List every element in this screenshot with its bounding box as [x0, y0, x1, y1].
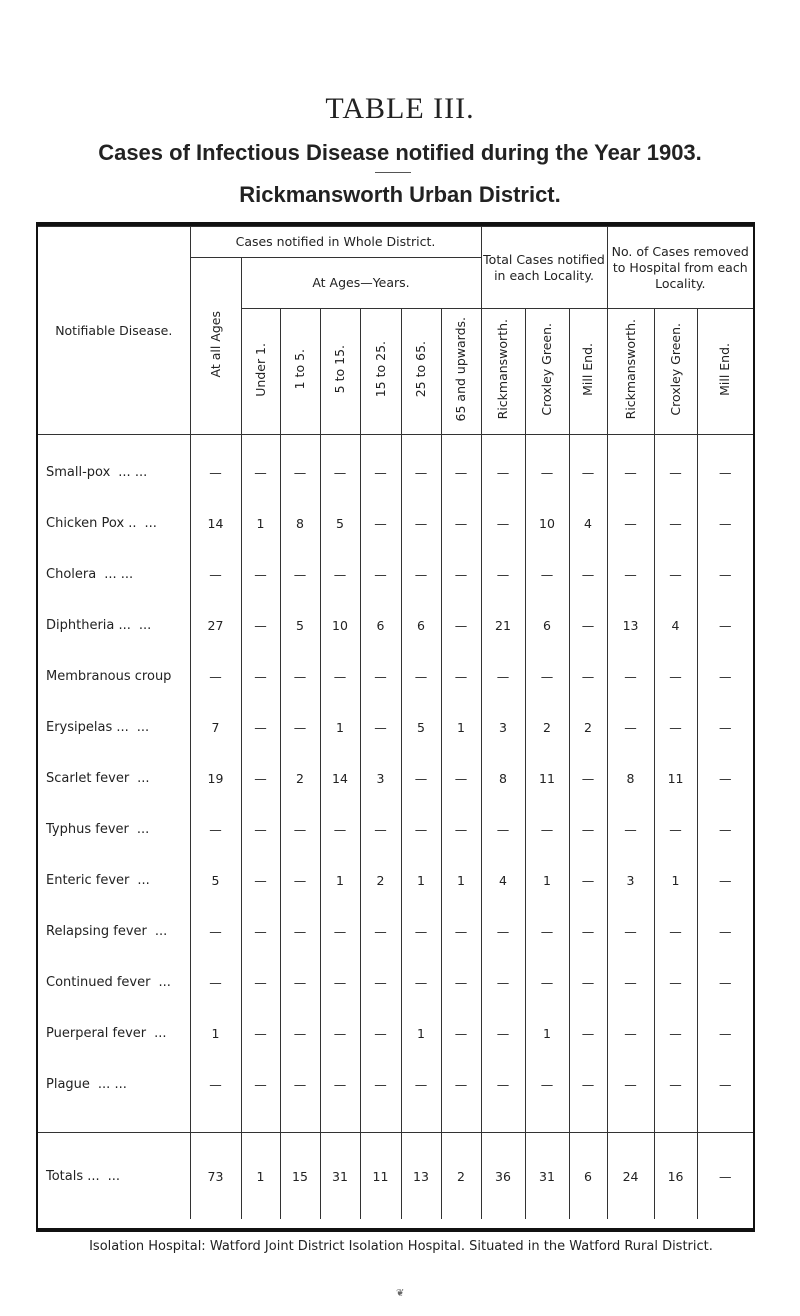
- table-cell: —: [654, 1008, 697, 1059]
- table-cell: —: [569, 1008, 607, 1059]
- table-cell: —: [481, 549, 525, 600]
- disease-name: Small-pox ... ...: [38, 435, 190, 499]
- table-cell: —: [280, 804, 320, 855]
- table-cell: —: [654, 549, 697, 600]
- table-cell: —: [697, 435, 753, 499]
- table-cell: —: [241, 1059, 280, 1110]
- stray-mark: ❦: [396, 1288, 405, 1299]
- table-cell: —: [481, 498, 525, 549]
- spacer-row: [38, 1110, 753, 1133]
- table-row: [38, 1059, 753, 1110]
- table-cell: —: [190, 804, 241, 855]
- table-cell: —: [280, 549, 320, 600]
- table-cell: —: [697, 549, 753, 600]
- table-cell: 2: [360, 855, 401, 906]
- table-cell: —: [241, 957, 280, 1008]
- table-cell: —: [654, 651, 697, 702]
- table-cell: 1: [654, 855, 697, 906]
- table-cell: —: [320, 957, 360, 1008]
- table-cell: —: [654, 498, 697, 549]
- table-cell: —: [697, 753, 753, 804]
- table-cell: 10: [320, 600, 360, 651]
- table-cell: 73: [190, 1133, 241, 1220]
- table-cell: —: [401, 651, 441, 702]
- disease-name: Chicken Pox .. ...: [38, 498, 190, 549]
- table-cell: —: [241, 702, 280, 753]
- table-cell: 1: [320, 702, 360, 753]
- table-cell: —: [360, 498, 401, 549]
- table-cell: —: [569, 651, 607, 702]
- table-cell: —: [441, 549, 481, 600]
- table-cell: —: [481, 1059, 525, 1110]
- table-cell: —: [607, 435, 654, 499]
- table-cell: 1: [441, 702, 481, 753]
- header-locality-col: Mill End.: [569, 309, 607, 435]
- table-cell: —: [190, 906, 241, 957]
- table-row: [38, 600, 753, 651]
- table-cell: —: [241, 600, 280, 651]
- table-row: [38, 804, 753, 855]
- table-cell: 36: [481, 1133, 525, 1220]
- header-locality-col: Rickmansworth.: [481, 309, 525, 435]
- header-whole-district: Cases notified in Whole District.: [190, 227, 481, 258]
- table-cell: —: [607, 549, 654, 600]
- table-cell: —: [241, 435, 280, 499]
- table-cell: 5: [280, 600, 320, 651]
- table-row: [38, 651, 753, 702]
- table-cell: —: [401, 957, 441, 1008]
- table-cell: —: [607, 957, 654, 1008]
- table-cell: —: [569, 435, 607, 499]
- header-disease: Notifiable Disease.: [38, 227, 190, 435]
- table-cell: —: [525, 957, 569, 1008]
- table-cell: —: [280, 957, 320, 1008]
- table-cell: —: [697, 1059, 753, 1110]
- table-cell: 1: [525, 1008, 569, 1059]
- table-cell: —: [569, 804, 607, 855]
- table-cell: 5: [320, 498, 360, 549]
- table-cell: —: [697, 702, 753, 753]
- table-title: TABLE III.: [325, 92, 475, 125]
- header-hospital: No. of Cases removed to Hospital from each Locality.: [607, 227, 753, 309]
- table-cell: —: [481, 651, 525, 702]
- table-cell: 14: [320, 753, 360, 804]
- table-cell: —: [320, 651, 360, 702]
- disease-table: [38, 226, 753, 1219]
- table-cell: —: [241, 1008, 280, 1059]
- table-cell: 4: [481, 855, 525, 906]
- table-cell: —: [441, 498, 481, 549]
- header-locality: Total Cases notified in each Locality.: [481, 227, 607, 309]
- table-cell: —: [481, 906, 525, 957]
- table-cell: —: [569, 753, 607, 804]
- table-row: [38, 753, 753, 804]
- table-cell: —: [441, 600, 481, 651]
- table-cell: 11: [360, 1133, 401, 1220]
- table-cell: 2: [441, 1133, 481, 1220]
- table-cell: 4: [654, 600, 697, 651]
- header-age-col: 5 to 15.: [320, 309, 360, 435]
- table-cell: —: [525, 1059, 569, 1110]
- header-age-col: 15 to 25.: [360, 309, 401, 435]
- table-cell: 15: [280, 1133, 320, 1220]
- table-cell: 3: [607, 855, 654, 906]
- table-cell: —: [607, 906, 654, 957]
- table-cell: 8: [280, 498, 320, 549]
- table-cell: —: [607, 804, 654, 855]
- table-cell: —: [401, 753, 441, 804]
- table-cell: —: [525, 651, 569, 702]
- table-cell: —: [280, 855, 320, 906]
- table-cell: —: [280, 906, 320, 957]
- disease-table-frame: [36, 222, 755, 1232]
- table-cell: —: [280, 702, 320, 753]
- header-hospital-col: Mill End.: [697, 309, 753, 435]
- table-cell: 19: [190, 753, 241, 804]
- table-cell: —: [569, 600, 607, 651]
- table-cell: —: [401, 435, 441, 499]
- table-row: [38, 906, 753, 957]
- header-age-col: Under 1.: [241, 309, 280, 435]
- table-cell: 11: [525, 753, 569, 804]
- footnote: Isolation Hospital: Watford Joint District Isolation Hospital. Situated in the Watford Rural District.: [89, 1239, 713, 1254]
- header-age-col: 1 to 5.: [280, 309, 320, 435]
- table-cell: —: [441, 906, 481, 957]
- table-subtitle: Cases of Infectious Disease notified during the Year 1903.: [98, 140, 702, 165]
- table-cell: 24: [607, 1133, 654, 1220]
- table-cell: —: [654, 957, 697, 1008]
- table-cell: —: [241, 804, 280, 855]
- table-cell: 6: [569, 1133, 607, 1220]
- table-cell: —: [654, 1059, 697, 1110]
- table-cell: —: [441, 1008, 481, 1059]
- table-cell: 3: [481, 702, 525, 753]
- table-cell: —: [697, 906, 753, 957]
- table-cell: —: [280, 1008, 320, 1059]
- table-cell: —: [241, 753, 280, 804]
- table-cell: —: [654, 804, 697, 855]
- table-cell: —: [525, 906, 569, 957]
- table-cell: —: [481, 435, 525, 499]
- disease-name: Continued fever ...: [38, 957, 190, 1008]
- header-hospital-col: Croxley Green.: [654, 309, 697, 435]
- table-cell: —: [320, 549, 360, 600]
- table-cell: 13: [401, 1133, 441, 1220]
- table-cell: —: [481, 1008, 525, 1059]
- table-cell: 3: [360, 753, 401, 804]
- table-cell: 6: [401, 600, 441, 651]
- disease-name: Membranous croup: [38, 651, 190, 702]
- table-cell: 1: [241, 498, 280, 549]
- disease-name: Erysipelas ... ...: [38, 702, 190, 753]
- table-cell: 31: [525, 1133, 569, 1220]
- table-cell: —: [569, 1059, 607, 1110]
- table-cell: 31: [320, 1133, 360, 1220]
- table-cell: —: [654, 906, 697, 957]
- table-cell: 2: [280, 753, 320, 804]
- table-row: [38, 855, 753, 906]
- table-cell: 16: [654, 1133, 697, 1220]
- header-age-col: 65 and upwards.: [441, 309, 481, 435]
- table-cell: —: [320, 1059, 360, 1110]
- table-cell: —: [360, 804, 401, 855]
- table-cell: —: [441, 957, 481, 1008]
- disease-name: Relapsing fever ...: [38, 906, 190, 957]
- table-cell: —: [241, 549, 280, 600]
- table-cell: —: [401, 804, 441, 855]
- disease-name: Typhus fever ...: [38, 804, 190, 855]
- disease-name: Scarlet fever ...: [38, 753, 190, 804]
- table-cell: —: [697, 651, 753, 702]
- header-hospital-col: Rickmansworth.: [607, 309, 654, 435]
- table-row: [38, 702, 753, 753]
- table-cell: —: [481, 957, 525, 1008]
- table-cell: —: [320, 435, 360, 499]
- header-age-col: 25 to 65.: [401, 309, 441, 435]
- table-cell: 1: [525, 855, 569, 906]
- disease-name: Plague ... ...: [38, 1059, 190, 1110]
- table-cell: —: [607, 702, 654, 753]
- table-row: [38, 957, 753, 1008]
- table-cell: —: [607, 1008, 654, 1059]
- disease-name: Enteric fever ...: [38, 855, 190, 906]
- table-cell: 27: [190, 600, 241, 651]
- table-cell: —: [697, 804, 753, 855]
- table-cell: 1: [401, 855, 441, 906]
- table-cell: —: [697, 957, 753, 1008]
- table-cell: —: [360, 1008, 401, 1059]
- table-cell: 1: [241, 1133, 280, 1220]
- table-cell: —: [401, 1059, 441, 1110]
- header-locality-col: Croxley Green.: [525, 309, 569, 435]
- table-cell: 1: [441, 855, 481, 906]
- table-cell: 10: [525, 498, 569, 549]
- table-cell: 8: [481, 753, 525, 804]
- table-cell: —: [320, 906, 360, 957]
- table-cell: —: [481, 804, 525, 855]
- table-cell: —: [441, 435, 481, 499]
- table-cell: —: [654, 435, 697, 499]
- table-cell: —: [697, 1133, 753, 1220]
- table-cell: 4: [569, 498, 607, 549]
- table-cell: —: [280, 651, 320, 702]
- table-row: [38, 435, 753, 499]
- table-cell: —: [241, 855, 280, 906]
- table-cell: 1: [401, 1008, 441, 1059]
- table-cell: —: [360, 651, 401, 702]
- table-cell: —: [360, 906, 401, 957]
- disease-name: Totals ... ...: [38, 1133, 190, 1220]
- table-cell: —: [569, 855, 607, 906]
- table-cell: —: [697, 498, 753, 549]
- table-cell: —: [190, 957, 241, 1008]
- table-cell: —: [360, 957, 401, 1008]
- table-cell: 11: [654, 753, 697, 804]
- table-cell: —: [401, 906, 441, 957]
- table-cell: —: [697, 1008, 753, 1059]
- table-cell: 8: [607, 753, 654, 804]
- table-cell: —: [280, 1059, 320, 1110]
- table-cell: 6: [360, 600, 401, 651]
- table-cell: 6: [525, 600, 569, 651]
- table-cell: —: [320, 804, 360, 855]
- disease-name: Diphtheria ... ...: [38, 600, 190, 651]
- table-cell: —: [401, 549, 441, 600]
- header-at-ages: At Ages—Years.: [241, 258, 481, 309]
- table-cell: —: [525, 804, 569, 855]
- table-row: [38, 1008, 753, 1059]
- table-cell: —: [697, 600, 753, 651]
- table-cell: —: [441, 753, 481, 804]
- table-cell: 14: [190, 498, 241, 549]
- table-cell: 21: [481, 600, 525, 651]
- table-cell: —: [190, 1059, 241, 1110]
- district-name: Rickmansworth Urban District.: [239, 182, 561, 207]
- table-cell: —: [360, 1059, 401, 1110]
- table-cell: —: [607, 1059, 654, 1110]
- table-cell: —: [607, 498, 654, 549]
- title-divider: [375, 172, 411, 173]
- table-cell: —: [241, 651, 280, 702]
- table-cell: —: [401, 498, 441, 549]
- disease-name: Puerperal fever ...: [38, 1008, 190, 1059]
- table-cell: —: [320, 1008, 360, 1059]
- table-cell: 5: [401, 702, 441, 753]
- table-row: [38, 549, 753, 600]
- header-all-ages: At all Ages: [190, 258, 241, 435]
- table-cell: —: [569, 549, 607, 600]
- table-cell: 1: [190, 1008, 241, 1059]
- totals-row: [38, 1133, 753, 1220]
- table-cell: —: [441, 1059, 481, 1110]
- table-cell: —: [607, 651, 654, 702]
- table-cell: 13: [607, 600, 654, 651]
- table-cell: —: [697, 855, 753, 906]
- table-row: [38, 498, 753, 549]
- table-cell: —: [190, 435, 241, 499]
- table-cell: —: [360, 702, 401, 753]
- table-cell: —: [360, 435, 401, 499]
- table-cell: —: [569, 906, 607, 957]
- table-cell: —: [569, 957, 607, 1008]
- table-cell: —: [441, 651, 481, 702]
- table-cell: —: [190, 549, 241, 600]
- table-cell: —: [280, 435, 320, 499]
- table-cell: 5: [190, 855, 241, 906]
- table-cell: —: [654, 702, 697, 753]
- table-cell: —: [190, 651, 241, 702]
- table-cell: —: [525, 435, 569, 499]
- table-cell: 2: [569, 702, 607, 753]
- table-cell: —: [525, 549, 569, 600]
- disease-name: Cholera ... ...: [38, 549, 190, 600]
- table-cell: —: [441, 804, 481, 855]
- table-cell: —: [360, 549, 401, 600]
- table-cell: 1: [320, 855, 360, 906]
- table-cell: —: [241, 906, 280, 957]
- table-cell: 7: [190, 702, 241, 753]
- table-cell: 2: [525, 702, 569, 753]
